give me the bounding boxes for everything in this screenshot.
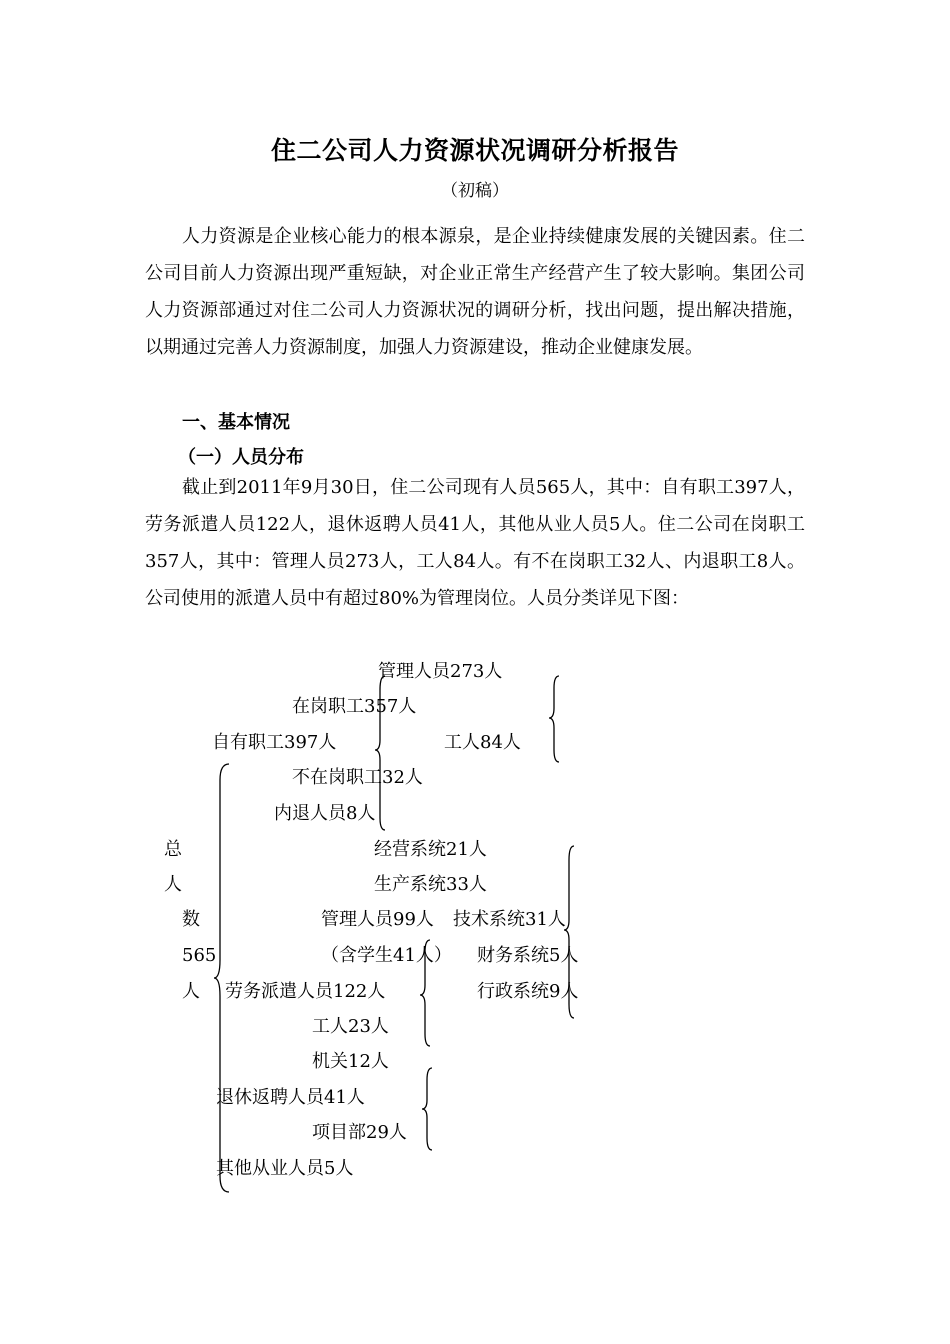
document-subtitle: （初稿） <box>441 181 509 201</box>
label-sys-admin: 行政系统9人 <box>477 981 579 1002</box>
label-other: 其他从业人员5人 <box>216 1158 354 1179</box>
subsection-heading: （一）人员分布 <box>178 447 304 468</box>
label-retired-internal: 内退人员8人 <box>274 803 376 824</box>
label-rehired: 退休返聘人员41人 <box>216 1087 365 1108</box>
label-dispatch: 劳务派遣人员122人 <box>225 981 386 1002</box>
label-off-duty: 不在岗职工32人 <box>292 767 423 788</box>
body-paragraph: 截止到2011年9月30日，住二公司现有人员565人，其中：自有职工397人，劳务派遣人员122人，退休返聘人员41人，其他从业人员5人。住二公司在岗职工357人，其中：管理人员273人，工人84人。有不在岗职工32人、内退职工8人。公司使用的派遣人员中有超过80%为管理岗位。人员分类详见下图： <box>145 477 805 609</box>
intro-paragraph: 人力资源是企业核心能力的根本源泉，是企业持续健康发展的关键因素。住二公司目前人力资源出现严重短缺，对企业正常生产经营产生了较大影响。集团公司人力资源部通过对住二公司人力资源状况的调研分析，找出问题，提出解决措施，以期通过完善人力资源制度，加强人力资源建设，推动企业健康发展。 <box>145 226 805 358</box>
brace-rehired <box>422 1068 432 1150</box>
label-total-2: 人 <box>164 874 182 895</box>
label-project: 项目部29人 <box>312 1122 407 1143</box>
label-total-3: 数 <box>182 909 200 930</box>
label-workers-84: 工人84人 <box>444 732 521 753</box>
label-total-4: 565 <box>182 945 217 966</box>
label-sys-production: 生产系统33人 <box>374 874 487 895</box>
label-students: （含学生41人） <box>321 945 452 966</box>
label-total-5: 人 <box>182 981 200 1002</box>
brace-total <box>214 764 229 1192</box>
document-title: 住二公司人力资源状况调研分析报告 <box>270 136 679 165</box>
brace-on-duty <box>549 676 559 762</box>
label-managers-99: 管理人员99人 <box>321 909 434 930</box>
label-workers-23: 工人23人 <box>312 1016 389 1037</box>
label-sys-tech: 技术系统31人 <box>453 909 566 930</box>
label-managers-273: 管理人员273人 <box>378 661 503 682</box>
section-heading: 一、基本情况 <box>182 412 290 433</box>
label-total-1: 总 <box>164 839 182 860</box>
label-on-duty: 在岗职工357人 <box>292 696 417 717</box>
label-sys-finance: 财务系统5人 <box>477 945 579 966</box>
label-own-staff: 自有职工397人 <box>212 732 337 753</box>
label-sys-business: 经营系统21人 <box>374 839 487 860</box>
label-hq: 机关12人 <box>312 1051 389 1072</box>
